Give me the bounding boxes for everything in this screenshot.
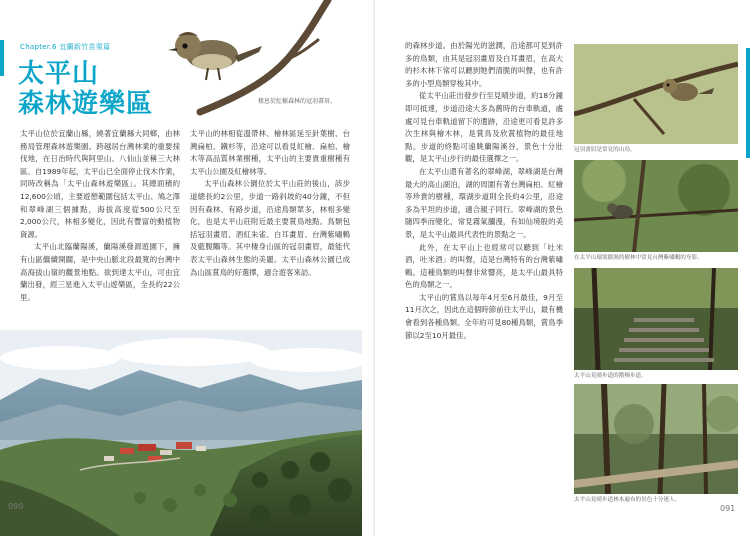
page-title-line1: 太平山 bbox=[18, 59, 100, 89]
edge-tab-right bbox=[746, 48, 750, 158]
paragraph: 在太平山還有著名的翠峰湖，翠峰湖是台灣最大的高山湖泊，湖的周圍有著台灣扁柏、紅檜等珍貴的樹種，環湖步道則全長約4公里，沿途多為平坦的步道，適合親子同行。翠峰湖的景色隨四季而變化，常見霧氣瀰漫，有如仙境般的美景，是太平山最具代表性的景點之一。 bbox=[405, 166, 563, 239]
edge-tab bbox=[0, 40, 4, 76]
page-number-left: 090 bbox=[8, 502, 24, 511]
right-column-1 bbox=[405, 40, 563, 498]
caption-3: 太平山見晴步道的階梯步道。 bbox=[574, 373, 647, 379]
photo-stairway bbox=[574, 268, 738, 370]
caption-2: 在太平山環境陰濕的樹林中常見台灣紫嘯鶇的身影。 bbox=[574, 255, 703, 261]
mountain-landscape-photo bbox=[0, 330, 362, 536]
photo-forest-trail bbox=[574, 384, 738, 494]
photo-bird-branch bbox=[574, 44, 738, 144]
paragraph: 太平山森林公園位於太平山莊的後山，該步道總長約2公里，步道一路斜坡約40分鐘，不但因有森林、有路步道，沿途鳥類眾多，林相多變化，也是太平山莊附近最主要賞鳥地點。鳥類包括冠羽畫眉、酒紅朱雀、白耳畫眉、台灣紫嘯鶇及藍腹鷴等。其中棲身山區的冠羽畫眉，最能代表太平山森林生態的美麗。太平山森林公園已成為山區賞鳥的好選擇，適合遊客來訪。 bbox=[190, 179, 350, 277]
paragraph: 從太平山莊出發步行至見晴步道，約18分鐘即可抵達，步道沿途大多為舊時的台車軌道，處處可見台車軌道留下的遺跡，沿途更可看見許多次生林與檜木林，是賞鳥及欣賞植物的最佳地點。步道的終點可遠眺蘭陽溪谷，景色十分壯觀，是太平山步行的最佳選擇之一。 bbox=[405, 91, 563, 164]
left-column-2 bbox=[190, 128, 350, 328]
caption-1: 冠羽畫眉是常見的山鳥。 bbox=[574, 147, 636, 153]
page-number-right: 091 bbox=[720, 504, 736, 513]
photo-bird-forest bbox=[574, 160, 738, 252]
paragraph: 太平山的林相從溫帶林、檜林區延至針葉樹、台灣扁柏、鐵杉等，沿途可以看見紅檜、扁柏、檜木等高品質林業樹種，太平山的主要貴重樹種有太平山公園及紅檜林等。 bbox=[190, 129, 350, 176]
paragraph: 太平山位於宜蘭山縣，繞著宜蘭縣大同鄉，由林務局管理森林遊樂園。跨越居台灣林業的重要採伐地，在日治時代與阿里山、八仙山並稱三大林區。自1989年起，太平山已全面停止伐木作業，同時改稱為「太平山森林遊樂區」。其總面積約12,600公頃，主要遊憩範圍包括太平山、鳩之澤和翠峰湖三個據點，海拔高度從500公尺至2,000公尺，林相多變化，因此有豐富的動植物資源。 bbox=[20, 129, 180, 239]
page-title-line2: 森林遊樂區 bbox=[18, 89, 154, 119]
paragraph: 的森林步道。由於陽光的滋潤，沿途都可見到許多的鳥類，由其是冠羽畫眉及白耳畫眉，在高大的杉木林下常可以聽到牠們清脆的叫聲，也有許多的小型鳥類穿梭其中。 bbox=[405, 41, 563, 88]
left-column-1 bbox=[20, 128, 180, 328]
bird-caption: 棲息於紅樹森林的冠羽畫眉。 bbox=[258, 98, 337, 105]
chapter-label: Chapter.6 宜蘭新竹苗栗篇 bbox=[20, 43, 111, 51]
paragraph: 太平山的賞鳥以每年4月至6月最佳，9月至11月次之，因此在這個時節前往太平山，最有機會看到各種鳥類。全年約可見80種鳥類，賞鳥季節以2至10月最佳。 bbox=[405, 292, 563, 340]
paragraph: 太平山北臨蘭陽溪，蘭陽溪發源遊園下，擁有山區繼續開闢，是中央山脈北段最寬的台灣中高海拔山嶺的觀景地點。欲到達太平山，可由宜蘭出發，經三星進入太平山遊樂區，全長約22公里。 bbox=[20, 242, 180, 302]
caption-4: 太平山見晴步道林木遍布的景色十分迷人。 bbox=[574, 497, 681, 503]
paragraph: 此外，在太平山上也經常可以聽到「吐米酒，吐米酒」的叫聲，這是台灣特有的台灣紫嘯鶇。這種鳥類的叫聲非常響亮，是太平山最具特色的鳥類之一。 bbox=[405, 242, 563, 290]
